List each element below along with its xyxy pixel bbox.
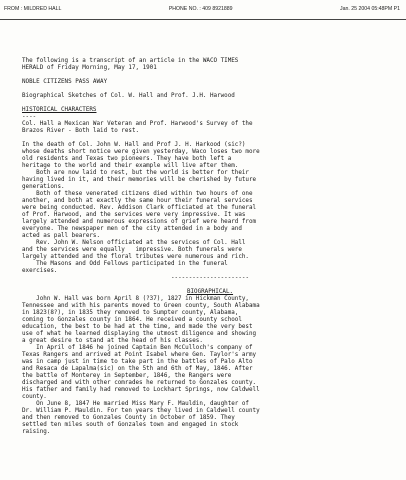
text-line: were being conducted. Rev. Addison Clark officiated at the funeral bbox=[22, 205, 257, 211]
text-line: Dr. William P. Mauldin. For ten years they lived in Caldwell county bbox=[22, 408, 260, 414]
text-line: Both of these venerated citizens died within two hours of one bbox=[22, 191, 253, 197]
text-line: whose deaths short notice were given yesterday, Waco loses two more bbox=[22, 149, 260, 155]
subhead: Biographical Sketches of Col. W. Hall and Prof. J.H. Harwood bbox=[22, 93, 235, 99]
text-line: and Resaca de Lapalma(sic) on the 5th and 6th of May, 1846. After bbox=[22, 366, 253, 372]
text-line: education, the best to be had at the time, and made the very best bbox=[22, 324, 253, 330]
text-line: HERALD of Friday Morning, May 17, 1901 bbox=[22, 65, 157, 71]
text-line: In the death of Col. John W. Hall and Prof J. H. Harkood (sic?) bbox=[22, 142, 246, 148]
document-body bbox=[22, 58, 398, 436]
text-line: the battle of Monterey in September, 1846, the Rangers were bbox=[22, 373, 232, 379]
fax-date: Jan. 25 2004 05:48PM P1 bbox=[340, 6, 400, 12]
header-rule bbox=[0, 19, 406, 20]
fax-from: FROM : MILDRED HALL bbox=[4, 6, 62, 12]
text-line: acted as pall bearers. bbox=[22, 233, 101, 239]
paragraph-3 bbox=[22, 240, 398, 275]
text-line: generations. bbox=[22, 184, 65, 190]
text-line: old residents and Texas two pioneers. They have both left a bbox=[22, 156, 232, 162]
text-line: and then removed to Gonzales County in October of 1859. They bbox=[22, 415, 235, 421]
text-line: settled ten miles south of Gonzales town and engaged in stock bbox=[22, 422, 239, 428]
text-line: raising. bbox=[22, 429, 51, 435]
divider: ---------------------- bbox=[170, 275, 250, 281]
text-line: another, and both at exactly the same hour their funeral services bbox=[22, 198, 253, 204]
text-line: Texas Rangers and arrived at Point Isabel where Gen. Taylor's army bbox=[22, 352, 257, 358]
text-line: His father and family had removed to Lockhart Springs, now Caldwell bbox=[22, 387, 260, 393]
fax-header bbox=[4, 6, 400, 16]
summary bbox=[22, 121, 398, 135]
text-line: use of what he learned displaying the utmost diligence and showing bbox=[22, 331, 257, 337]
text-line: discharged and with other comrades he returned to Gonzales county. bbox=[22, 380, 257, 386]
text-line: On June 8, 1847 He married Miss Mary F. Mauldin, daughter of bbox=[22, 401, 249, 407]
bio-paragraph-1 bbox=[22, 296, 398, 345]
fax-phone: PHONE NO. : 409 8921889 bbox=[168, 6, 233, 12]
text-line: Rev. John W. Nelson officiated at the services of Col. Hall bbox=[22, 240, 246, 246]
text-line: In April of 1846 he joined Captain Ben McCulloch's company of bbox=[22, 345, 253, 351]
text-line: largely attended and numerous expressions of grief were heard from bbox=[22, 219, 257, 225]
text-line: county. bbox=[22, 394, 47, 400]
text-line: coming to Gonzales county in 1864. He received a county school bbox=[22, 317, 242, 323]
bio-paragraph-2 bbox=[22, 345, 398, 401]
text-line: The Masons and Odd Fellows participated in the funeral bbox=[22, 261, 228, 267]
text-line: The following is a transcript of an article in the WACO TIMES bbox=[22, 58, 239, 64]
bio-paragraph-3 bbox=[22, 401, 398, 436]
text-line: having lived in it, and their memories will be cherished by future bbox=[22, 177, 257, 183]
text-line: exercises. bbox=[22, 268, 58, 274]
heading-dash: ---- bbox=[22, 114, 37, 120]
text-line: largely attended and the floral tributes were numerous and rich. bbox=[22, 254, 249, 260]
historical-heading: HISTORICAL CHARACTERS bbox=[22, 107, 97, 113]
text-line: of Prof. Harwood, and the services were very impressive. It was bbox=[22, 212, 246, 218]
paragraph-2 bbox=[22, 191, 398, 240]
paragraph-1 bbox=[22, 142, 398, 191]
text-line: was in camp just in time to take part in the battles of Palo Alto bbox=[22, 359, 253, 365]
text-line: Brazos River - Both laid to rest. bbox=[22, 128, 140, 134]
text-line: a great desire to stand at the head of his classes. bbox=[22, 338, 203, 344]
intro bbox=[22, 58, 398, 72]
text-line: Col. Hall a Mexican War Veteran and Prof. Harwood's Survey of the bbox=[22, 121, 253, 127]
text-line: in 1823(8?), in 1835 they removed to Sumpter county, Alabama, bbox=[22, 310, 239, 316]
text-line: John W. Hall was born April 8 (?37), 1827 in Hickman County, bbox=[22, 296, 249, 302]
text-line: everyone. The newspaper men of the city attended in a body and bbox=[22, 226, 242, 232]
text-line: and the services were equally impressive. Both funerals were bbox=[22, 247, 242, 253]
biographical-heading: BIOGRAPHICAL. bbox=[186, 289, 234, 295]
text-line: Tennessee and with his parents moved to Green county, South Alabama bbox=[22, 303, 260, 309]
headline: NOBLE CITIZENS PASS AWAY bbox=[22, 79, 108, 85]
text-line: heritage to the world and their example will live after them. bbox=[22, 163, 239, 169]
text-line: Both are now laid to rest, but the world is better for their bbox=[22, 170, 249, 176]
